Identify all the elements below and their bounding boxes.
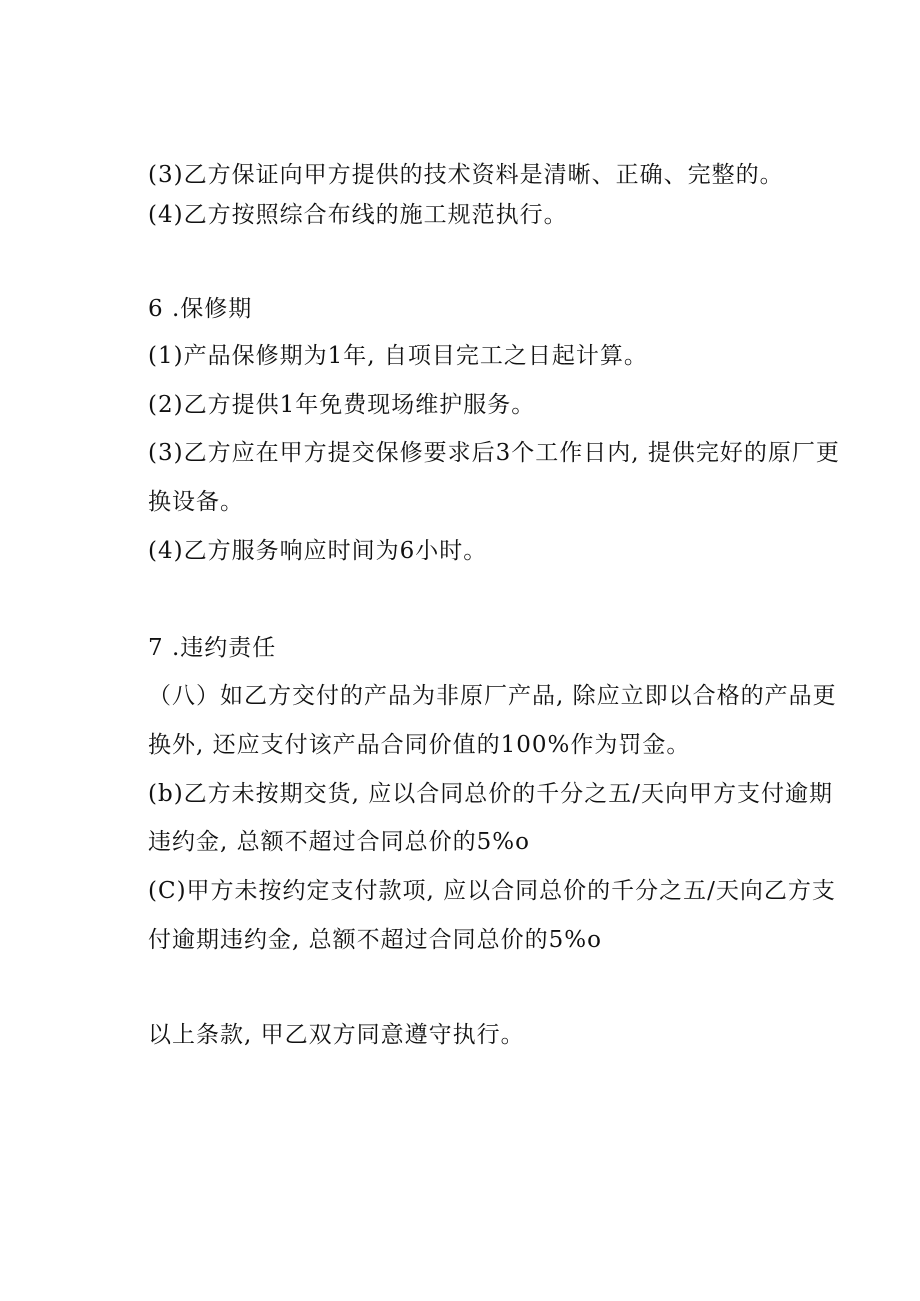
- clause-7-b-continued: 违约金, 总额不超过合同总价的5%o: [148, 829, 530, 855]
- section-7-heading: 7 .违约责任: [148, 635, 277, 661]
- section-6-heading: 6 .保修期: [148, 296, 253, 322]
- clause-5-4: (4)乙方按照综合布线的施工规范执行。: [148, 202, 568, 228]
- clause-6-1: (1)产品保修期为1年, 自项目完工之日起计算。: [148, 343, 648, 369]
- clause-7-c-continued: 付逾期违约金, 总额不超过合同总价的5%o: [148, 927, 602, 953]
- clause-7-a: （八）如乙方交付的产品为非原厂产品, 除应立即以合格的产品更: [148, 683, 837, 709]
- clause-6-3-continued: 换设备。: [148, 489, 244, 515]
- clause-5-3: (3)乙方保证向甲方提供的技术资料是清晰、正确、完整的。: [148, 162, 784, 188]
- clause-6-2: (2)乙方提供1年免费现场维护服务。: [148, 392, 536, 418]
- clause-7-a-continued: 换外, 还应支付该产品合同价值的100%作为罚金。: [148, 732, 691, 758]
- clause-7-b: (b)乙方未按期交货, 应以合同总价的千分之五/天向甲方支付逾期: [148, 781, 834, 807]
- closing-statement: 以上条款, 甲乙双方同意遵守执行。: [148, 1022, 525, 1048]
- clause-6-4: (4)乙方服务响应时间为6小时。: [148, 538, 488, 564]
- clause-6-3: (3)乙方应在甲方提交保修要求后3个工作日内, 提供完好的原厂更: [148, 440, 840, 466]
- clause-7-c: (C)甲方未按约定支付款项, 应以合同总价的千分之五/天向乙方支: [148, 878, 836, 904]
